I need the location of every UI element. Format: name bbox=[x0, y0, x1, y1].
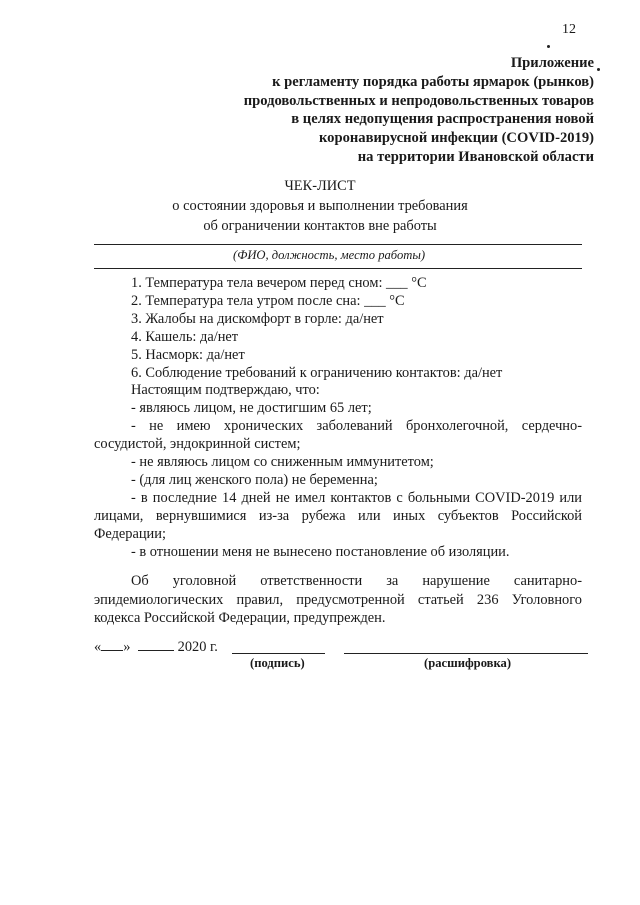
confirm-item: - в последние 14 дней не имел контактов с больными COVID-2019 или лицами, вернувшимися из-за рубежа или иных субъектов Российской Федерации; bbox=[94, 489, 582, 542]
checklist-body bbox=[94, 275, 582, 562]
checklist-item: 4. Кашель: да/нет bbox=[131, 328, 239, 345]
scan-speck bbox=[547, 45, 550, 48]
signature-row bbox=[94, 636, 218, 656]
checklist-item: 2. Температура тела утром после сна: ___ °С bbox=[131, 292, 405, 309]
appendix-line: коронавирусной инфекции (COVID-2019) bbox=[318, 130, 594, 147]
decode-line[interactable] bbox=[344, 653, 588, 654]
close-quote: » bbox=[123, 639, 131, 655]
appendix-line: Приложение bbox=[510, 55, 594, 71]
confirm-item: - в отношении меня не вынесено постановление об изоляции. bbox=[131, 543, 510, 560]
month-field[interactable] bbox=[138, 636, 174, 651]
appendix-line: продовольственных и непродовольственных товаров bbox=[243, 92, 594, 109]
title-heading: ЧЕК-ЛИСТ bbox=[284, 178, 356, 194]
appendix-line: на территории Ивановской области bbox=[357, 148, 594, 165]
signature-caption: (подпись) bbox=[250, 656, 305, 670]
checklist-item: 3. Жалобы на дискомфорт в горле: да/нет bbox=[131, 310, 384, 327]
scan-speck bbox=[597, 68, 600, 71]
year-text: 2020 г. bbox=[177, 639, 218, 655]
decode-caption: (расшифровка) bbox=[424, 656, 512, 670]
confirm-item: - (для лиц женского пола) не беременна; bbox=[131, 471, 378, 488]
confirm-item: - не являюсь лицом со сниженным иммунитетом; bbox=[131, 454, 434, 471]
liability-warning: Об уголовной ответственности за нарушение санитарно-эпидемиологических правил, предусмотренной статьей 236 Уголовного кодекса Российской Федерации, предупрежден. bbox=[94, 573, 582, 626]
confirm-item: - являюсь лицом, не достигшим 65 лет; bbox=[131, 400, 372, 417]
title-subline: об ограничении контактов вне работы bbox=[203, 218, 437, 234]
page-number: 12 bbox=[562, 22, 576, 37]
extra-input-line[interactable] bbox=[94, 268, 582, 269]
title-subline: о состоянии здоровья и выполнении требования bbox=[172, 198, 468, 214]
checklist-item: 6. Соблюдение требований к ограничению контактов: да/нет bbox=[131, 364, 503, 381]
day-field[interactable] bbox=[101, 636, 123, 651]
confirm-item: - не имею хронических заболеваний бронхолегочной, сердечно-сосудистой, эндокринной систем; bbox=[94, 418, 582, 453]
appendix-line: в целях недопущения распространения новой bbox=[291, 111, 594, 128]
fio-input-line[interactable] bbox=[94, 244, 582, 245]
open-quote: « bbox=[94, 639, 102, 655]
fio-label: (ФИО, должность, место работы) bbox=[233, 248, 426, 262]
appendix-line: к регламенту порядка работы ярмарок (рынков) bbox=[272, 73, 594, 90]
appendix-header bbox=[154, 54, 594, 167]
signature-line[interactable] bbox=[232, 653, 325, 654]
confirm-intro: Настоящим подтверждаю, что: bbox=[131, 382, 320, 399]
checklist-item: 1. Температура тела вечером перед сном: ___ °С bbox=[131, 275, 427, 291]
document-title bbox=[0, 176, 640, 236]
checklist-item: 5. Насморк: да/нет bbox=[131, 346, 245, 363]
